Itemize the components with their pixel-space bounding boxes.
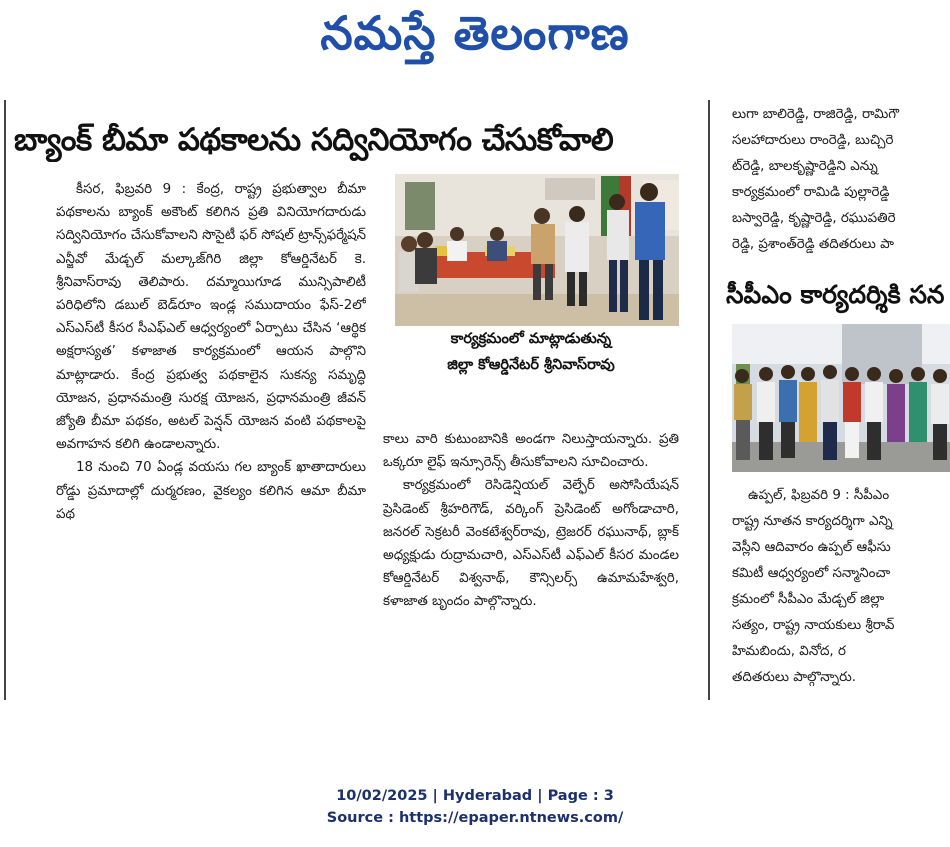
article2-line: ఉప్పల్, ఫిబ్రవరి 9 : సీపీఎం [748,488,890,503]
footer-date-edition: 10/02/2025 | Hyderabad | Page : 3 [336,788,614,804]
photo-caption-line1: కార్యక్రమంలో మాట్లాడుతున్న [450,331,612,347]
prev-line: సలహాదారులు రాంరెడ్డి, బుచ్చిరె [732,133,894,148]
column-divider-rule [708,100,710,700]
event-photo-felicitation [732,324,950,472]
news-clipping [0,100,950,708]
event-photo-meeting [395,174,679,326]
photo-caption-line2: జిల్లా కోఆర్డినేటర్ శ్రీనివాస్‌రావు [447,357,615,373]
article1-paragraph1: కీసర, ఫిబ్రవరి 9 : కేంద్ర, రాష్ట్ర ప్రభుత్వాల బీమా పథకాలను బ్యాంక్ అకౌంట్ కలిగిన ప్రతి వినియోగదారుడు సద్వినియోగం చేసుకోవాలని సొసైటీ ఫర్ సోషల్ ట్రాన్స్‌ఫర్మేషన్ ఎన్జీవో మేడ్చల్ మల్కాజ్‌గిరి జిల్లా కోఆర్డినేటర్ కె. శ్రీనివాస్‌రావు తెలిపారు. దమ్మాయిగూడ మున్సిపాలిటీ పరిధిలోని డబుల్ బెడ్‌రూం ఇండ్ల సముదాయం ఫేస్-2లో ఎస్ఎస్‌టీ కీసర సీఎఫ్ఎల్ ఆధ్వర్యంలో ఏర్పాటు చేసిన ‘ఆర్థిక అక్షరాస్యత’ కళాజాత కార్యక్రమంలో ఆయన పాల్గొని మాట్లాడారు. కేంద్ర ప్రభుత్వ పథకాలైన సుకన్య సమృద్ధి యోజన, ప్రధానమంత్రి సురక్ష యోజన, ప్రధానమంత్రి జీవన్ జ్యోతి బీమా పథకం, అటల్ పెన్షన్ యోజన వంటి పథకాలపై అవగాహన కలిగి ఉండాలన్నారు. [56,182,366,453]
article1-paragraph4: కార్యక్రమంలో రెసిడెన్షియల్ వెల్ఫేర్ అసోసియేషన్ ప్రెసిడెంట్ శ్రీహరిగౌడ్, వర్కింగ్ ప్రెసిడెంట్ అగోండాచారి, జనరల్ సెక్రటరీ వెంకటేశ్వర్‌రావు, ట్రెజరర్ రఘునాథ్, బ్లాక్ అధ్యక్షుడు రుద్రామచారి, ఎస్ఎస్‌టీ ఎఫ్ఎల్ కీసర మండల కోఆర్డినేటర్ విశ్వనాథ్, కౌన్సిలర్స్ ఉమామహేశ్వరి, కళాజాత బృందం పాల్గొన్నారు. [383,478,679,610]
previous-article-continuation [732,102,950,287]
article2-line: రాష్ట్ర నూతన కార్యదర్శిగా ఎన్ని [732,514,893,529]
prev-line: ట్‌రెడ్డి, బాలకృష్ణారెడ్డిని ఎన్ను [732,159,878,174]
masthead [0,0,950,80]
article1-paragraph2: 18 నుంచి 70 ఏండ్ల వయసు గల బ్యాంక్ ఖాతాదారులు రోడ్డు ప్రమాదాల్లో దుర్మరణం, వైకల్యం కలిగిన ఆమా బీమా పథ [56,460,366,522]
felicitation-photo-illustration [732,324,950,472]
article2-line: సత్యం, రాష్ట్ర నాయకులు శ్రీరావ్ [732,618,895,633]
newspaper-logo: నమస్తే తెలంగాణ [320,6,630,60]
article1-column2 [383,428,679,703]
photo-caption [383,326,679,384]
article2-line: క్రమంలో సీపీఎం మేడ్చల్ జిల్లా [732,592,885,607]
prev-line: కార్యక్రమంలో రామిడి పుల్లారెడ్డి [732,185,890,200]
prev-line: లుగా బాలిరెడ్డి, రాజిరెడ్డి, రామిగౌ [732,107,900,122]
footer-source-link[interactable]: Source : https://epaper.ntnews.com/ [326,810,624,826]
left-border-rule [4,100,6,700]
meeting-photo-illustration [395,174,679,326]
page-footer [0,785,950,829]
article2-line: కమిటీ ఆధ్వర్యంలో సన్మానించా [732,566,891,581]
article2-body [732,483,950,703]
article2-line: వెస్లీని ఆదివారం ఉప్పల్ ఆఫీసు [732,540,891,555]
prev-line: రెడ్డి, ప్రశాంత్‌రెడ్డి తదితరులు పా [732,237,894,252]
article2-line: హిమబిందు, వినోద, ర [732,644,846,659]
article1-column1 [56,178,366,703]
article1-headline: బ్యాంక్ బీమా పథకాలను సద్వినియోగం చేసుకోవాలి [14,122,614,158]
article2-headline: సీపీఎం కార్యదర్శికి సన [726,280,945,309]
article2-line: తదితరులు పాల్గొన్నారు. [732,670,856,685]
article1-paragraph3: కాలు వారి కుటుంబానికి అండగా నిలుస్తాయన్నారు. ప్రతి ఒక్కరూ లైఫ్ ఇన్సూరెన్స్ తీసుకోవాలని సూచించారు. [383,432,679,471]
prev-line: బస్వారెడ్డి, కృష్ణారెడ్డి, రఘుపతిరె [732,211,896,226]
